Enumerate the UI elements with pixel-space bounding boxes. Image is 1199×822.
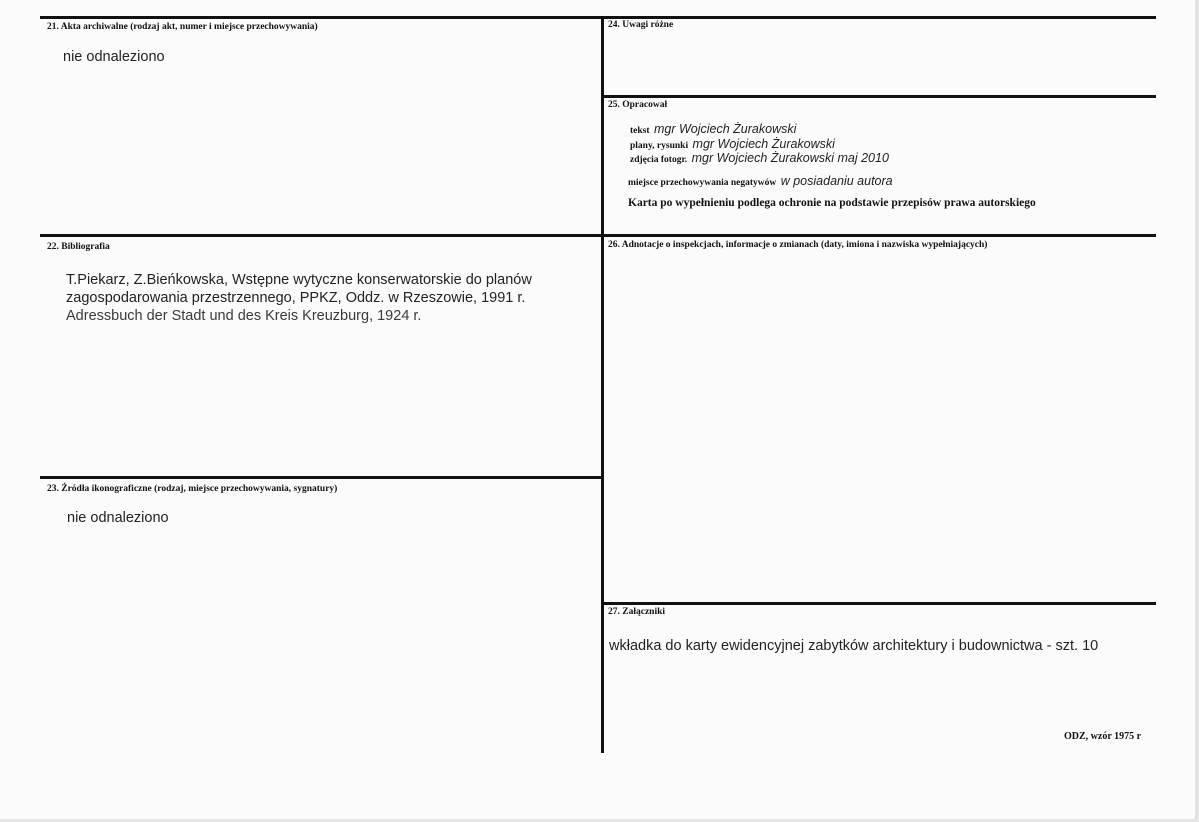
copyright-notice: Karta po wypełnieniu podlega ochronie na podstawie przepisów prawa autorskiego — [628, 197, 1036, 209]
divider-26-27 — [603, 602, 1156, 605]
author-plans-label: plany, rysunki — [630, 141, 689, 151]
negatives-location-row — [628, 172, 893, 190]
bibliography-line-1: T.Piekarz, Z.Bieńkowska, Wstępne wytyczne konserwatorskie do planów — [66, 272, 532, 288]
top-border-line — [40, 16, 1156, 19]
section-21-value: nie odnaleziono — [63, 49, 165, 65]
section-22-label: 22. Bibliografia — [47, 242, 110, 252]
section-25-label: 25. Opracował — [608, 100, 668, 110]
section-23-label: 23. Źródła ikonograficzne (rodzaj, miejsce przechowywania, sygnatury) — [47, 484, 338, 494]
negatives-location-label: miejsce przechowywania negatywów — [628, 178, 777, 188]
author-photos-label: zdjęcia fotogr. — [630, 155, 688, 165]
bibliography-line-3: Adressbuch der Stadt und des Kreis Kreuzburg, 1924 r. — [66, 308, 422, 324]
author-text-value: mgr Wojciech Żurakowski — [653, 122, 797, 136]
divider-22-23 — [40, 476, 604, 479]
section-24-label: 24. Uwagi różne — [608, 20, 674, 30]
scan-edge-right — [1195, 0, 1199, 822]
author-photos-value: mgr Wojciech Żurakowski maj 2010 — [691, 151, 889, 165]
bibliography-line-2: zagospodarowania przestrzennego, PPKZ, Oddz. w Rzeszowie, 1991 r. — [66, 290, 526, 306]
center-divider-line — [601, 16, 604, 753]
author-photos-row — [630, 149, 889, 167]
attachments-value: wkładka do karty ewidencyjnej zabytków architektury i budownictwa - szt. 10 — [609, 638, 1099, 654]
negatives-location-value: w posiadaniu autora — [780, 174, 893, 188]
section-26-label: 26. Adnotacje o inspekcjach, informacje o zmianach (daty, imiona i nazwiska wypełniających) — [608, 240, 988, 250]
author-text-label: tekst — [630, 126, 650, 136]
section-27-label: 27. Załączniki — [608, 607, 666, 617]
author-plans-value: mgr Wojciech Żurakowski — [692, 137, 835, 151]
divider-row-middle — [40, 234, 1156, 237]
section-23-value: nie odnaleziono — [67, 510, 169, 526]
form-template-footer: ODZ, wzór 1975 r — [1064, 731, 1142, 742]
divider-24-25 — [603, 95, 1156, 98]
section-21-label: 21. Akta archiwalne (rodzaj akt, numer i miejsce przechowywania) — [47, 22, 318, 32]
